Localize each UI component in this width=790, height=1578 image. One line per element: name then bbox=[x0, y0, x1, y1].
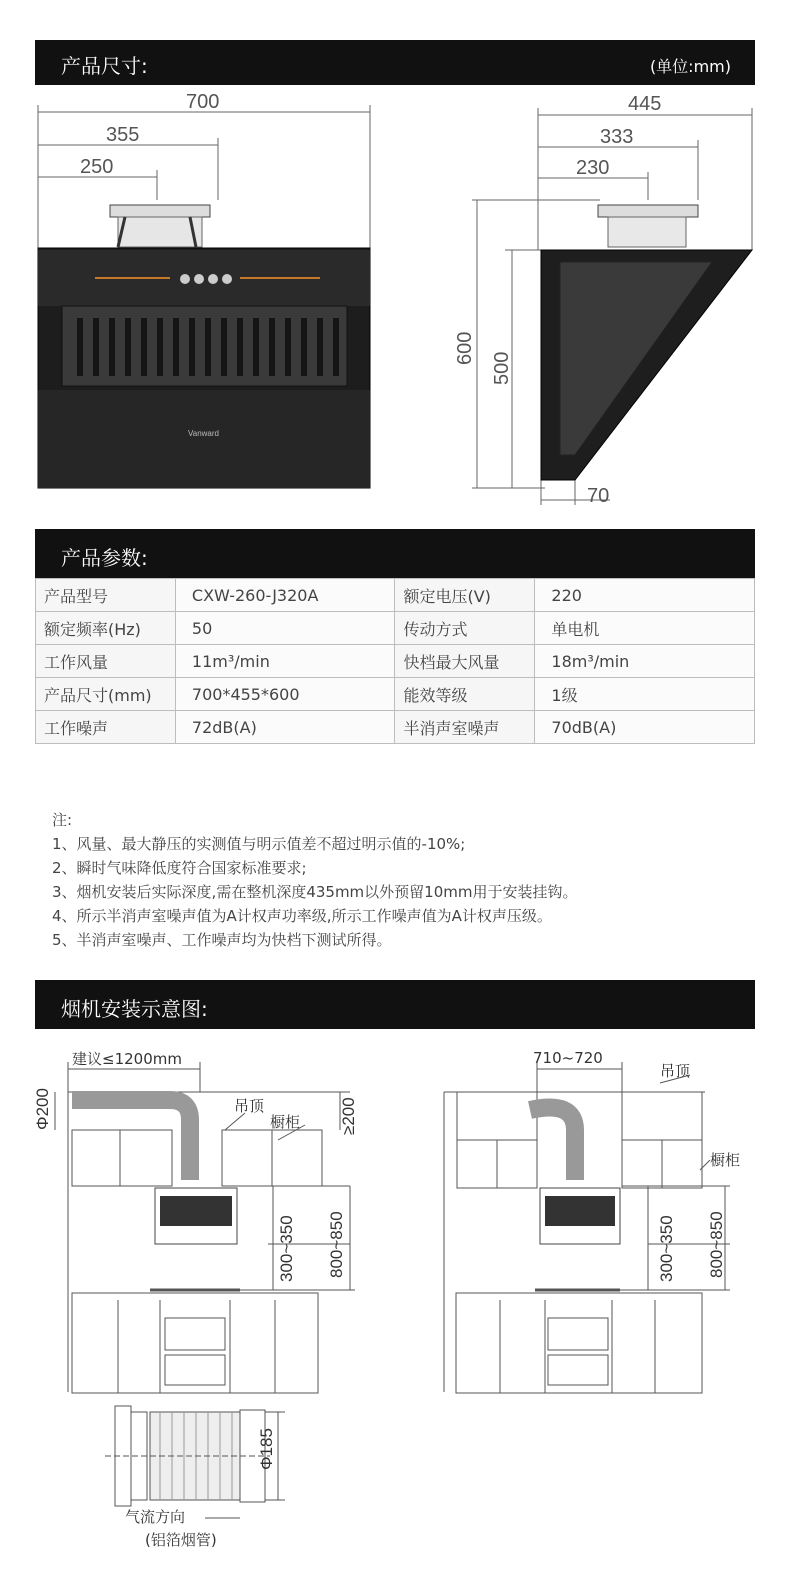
param-key: 产品型号 bbox=[36, 579, 176, 612]
duct-phi-label: Φ185 bbox=[257, 1428, 276, 1470]
table-row bbox=[36, 678, 755, 711]
left-h2-label: 800~850 bbox=[327, 1211, 346, 1278]
param-value: 220 bbox=[535, 579, 755, 612]
param-key: 能效等级 bbox=[395, 678, 535, 711]
front-half-dim: 355 bbox=[106, 124, 140, 146]
brand-logo: Vanward bbox=[188, 429, 219, 438]
param-key: 额定电压(V) bbox=[395, 579, 535, 612]
install-section-header bbox=[35, 980, 755, 1029]
right-h2-label: 800~850 bbox=[707, 1211, 726, 1278]
param-value: 18m³/min bbox=[535, 645, 755, 678]
param-key: 半消声室噪声 bbox=[395, 711, 535, 744]
param-value: 单电机 bbox=[535, 612, 755, 645]
side-depth-dim: 445 bbox=[628, 93, 662, 115]
install-section-title: 烟机安装示意图: bbox=[61, 997, 208, 1021]
table-row bbox=[36, 612, 755, 645]
note-item: 5、半消声室噪声、工作噪声均为快档下测试所得。 bbox=[52, 931, 392, 949]
param-value: CXW-260-J320A bbox=[175, 579, 395, 612]
notes-head: 注: bbox=[52, 811, 73, 829]
param-value: 50 bbox=[175, 612, 395, 645]
param-key: 传动方式 bbox=[395, 612, 535, 645]
size-section-title: 产品尺寸: bbox=[61, 54, 148, 78]
params-table bbox=[35, 578, 755, 744]
note-item: 3、烟机安装后实际深度,需在整机深度435mm以外预留10mm用于安装挂钩。 bbox=[52, 883, 578, 901]
param-value: 72dB(A) bbox=[175, 711, 395, 744]
hood-side-view bbox=[541, 205, 752, 480]
left-phi200-label: Φ200 bbox=[33, 1088, 52, 1130]
front-width-dim: 700 bbox=[186, 91, 220, 113]
installation-diagram bbox=[0, 1035, 790, 1575]
right-span-label: 710~720 bbox=[533, 1049, 603, 1067]
param-value: 70dB(A) bbox=[535, 711, 755, 744]
param-key: 工作噪声 bbox=[36, 711, 176, 744]
table-row bbox=[36, 645, 755, 678]
param-value: 1级 bbox=[535, 678, 755, 711]
param-key: 产品尺寸(mm) bbox=[36, 678, 176, 711]
param-value: 11m³/min bbox=[175, 645, 395, 678]
param-key: 额定频率(Hz) bbox=[36, 612, 176, 645]
left-gap200-label: ≥200 bbox=[339, 1097, 358, 1135]
side-bottom-dim: 70 bbox=[587, 485, 610, 507]
note-item: 4、所示半消声室噪声值为A计权声功率级,所示工作噪声值为A计权声压级。 bbox=[52, 907, 552, 925]
left-suggest-label: 建议≤1200mm bbox=[72, 1050, 182, 1068]
left-cabinet-label: 橱柜 bbox=[270, 1113, 301, 1131]
params-section-header bbox=[35, 529, 755, 578]
front-duct-dim: 250 bbox=[80, 156, 114, 178]
right-h1-label: 300~350 bbox=[657, 1215, 676, 1282]
table-row bbox=[36, 579, 755, 612]
airflow-label: 气流方向 bbox=[125, 1508, 186, 1526]
side-height-dim: 600 bbox=[454, 331, 476, 365]
table-row bbox=[36, 711, 755, 744]
left-h1-label: 300~350 bbox=[277, 1215, 296, 1282]
param-key: 快档最大风量 bbox=[395, 645, 535, 678]
notes bbox=[52, 808, 577, 952]
side-d1-dim: 333 bbox=[600, 126, 634, 148]
right-ceiling-label: 吊顶 bbox=[660, 1062, 691, 1080]
hood-front-view bbox=[38, 205, 370, 488]
right-cabinet-label: 橱柜 bbox=[710, 1151, 741, 1169]
param-value: 700*455*600 bbox=[175, 678, 395, 711]
dimension-diagram bbox=[0, 85, 790, 515]
duct-material-label: (铝箔烟管) bbox=[145, 1531, 217, 1549]
unit-label: (单位:mm) bbox=[649, 57, 731, 76]
note-item: 1、风量、最大静压的实测值与明示值差不超过明示值的-10%; bbox=[52, 835, 466, 853]
size-section-header bbox=[35, 40, 755, 85]
side-d2-dim: 230 bbox=[576, 157, 610, 179]
params-section-title: 产品参数: bbox=[61, 546, 148, 570]
param-key: 工作风量 bbox=[36, 645, 176, 678]
side-body-dim: 500 bbox=[491, 351, 513, 385]
note-item: 2、瞬时气味降低度符合国家标准要求; bbox=[52, 859, 307, 877]
left-ceiling-label: 吊顶 bbox=[234, 1097, 265, 1115]
